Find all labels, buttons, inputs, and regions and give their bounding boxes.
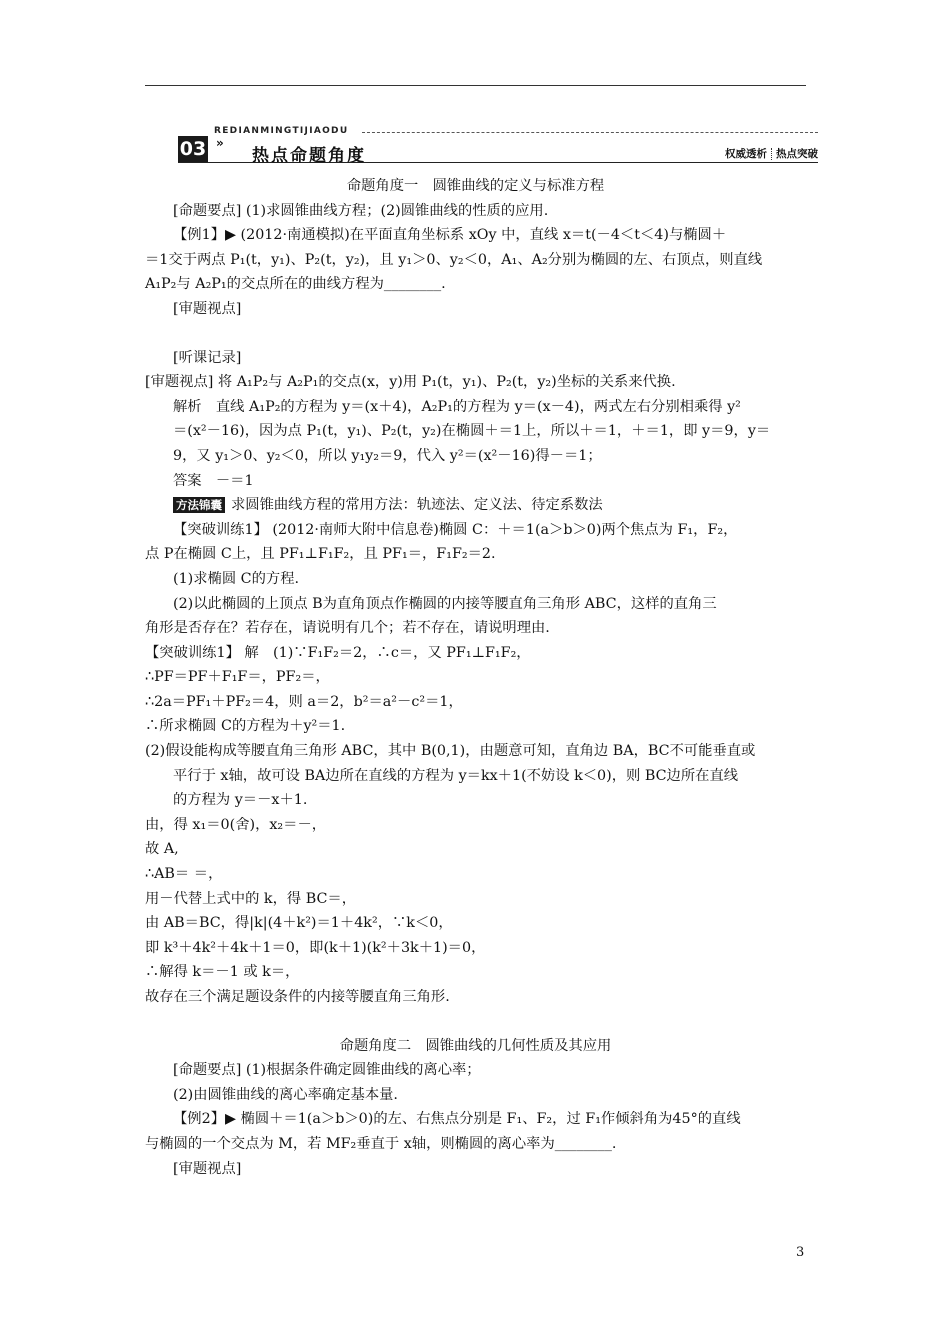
line-text: 即 k³＋4k²＋4k＋1＝0，即(k＋1)(k²＋3k＋1)＝0， [145,939,486,956]
text-line [145,469,806,494]
line-text: 与椭圆的一个交点为 M，若 MF₂垂直于 x轴，则椭圆的离心率为________. [145,1135,617,1152]
line-text: A₁P₂与 A₂P₁的交点所在的曲线方程为________. [145,276,446,293]
line-text: [审题视点] 将 A₁P₂与 A₂P₁的交点(x，y)用 P₁(t，y₁)、P₂(t，y₂)坐标的关系来代换. [145,374,676,391]
line-text: 【例2】▶ 椭圆＋＝1(a＞b＞0)的左、右焦点分别是 F₁、F₂，过 F₁作倾斜角为45°的直线 [173,1111,741,1128]
text-line [145,567,806,592]
text-line [145,223,806,248]
subsection-heading [145,174,806,199]
line-text: 解析 直线 A₁P₂的方程为 y＝(x＋4)，A₂P₁的方程为 y＝(x－4)，两式左右分别相乘得 y² [173,398,741,415]
line-text: 故存在三个满足题设条件的内接等腰直角三角形. [145,989,450,1005]
blank-space [145,1010,806,1034]
line-text: ∴2a＝PF₁＋PF₂＝4，则 a＝2，b²＝a²－c²＝1， [145,693,463,710]
line-text: 故 A, [145,841,179,858]
line-text: [命题要点] (1)根据条件确定圆锥曲线的离心率； [173,1062,481,1079]
line-text: 答案 －＝1 [173,472,254,489]
text-line [145,199,806,224]
section-number: 03 [179,138,207,160]
text-line [145,616,806,641]
text-line [145,395,806,420]
text-line [145,887,806,912]
line-text: [命题要点] (1)求圆锥曲线方程；(2)圆锥曲线的性质的应用. [173,202,549,219]
line-text: ∴所求椭圆 C的方程为＋y²＝1. [145,718,346,735]
line-text: (2)由圆锥曲线的离心率确定基本量. [173,1086,398,1103]
page-number: 3 [796,1245,805,1260]
text-line [145,1107,806,1132]
text-line [145,788,806,813]
line-text: (1)求椭圆 C的方程. [173,570,300,587]
text-line [145,1083,806,1108]
text-line [145,370,806,395]
tag-separator [771,148,772,160]
line-text: 命题角度一 圆锥曲线的定义与标准方程 [346,178,605,194]
line-text: 【突破训练1】 (2012·南师大附中信息卷)椭圆 C：＋＝1(a＞b＞0)两个焦点为 F₁，F₂， [173,521,738,538]
text-line [145,272,806,297]
top-rule [145,85,806,86]
line-text: 点 P在椭圆 C上，且 PF₁⊥F₁F₂，且 PF₁＝，F₁F₂＝2. [145,546,496,563]
text-line [145,862,806,887]
text-line [145,739,806,764]
line-text: 求圆锥曲线方程的常用方法：轨迹法、定义法、待定系数法 [231,497,603,514]
line-text: 【突破训练1】 解 (1)∵F₁F₂＝2，∴c＝，又 PF₁⊥F₁F₂， [145,644,531,661]
banner-underline [178,162,818,163]
line-text: ∴PF＝PF＋F₁F＝，PF₂＝， [145,669,330,686]
banner-pinyin: REDIANMINGTIJIAODU [214,126,349,136]
line-text: ＝1交于两点 P₁(t，y₁)、P₂(t，y₂)，且 y₁＞0、y₂＜0，A₁、A₂分别为椭圆的左、右顶点，则直线 [145,251,763,268]
text-line [145,592,806,617]
text-line [145,518,806,543]
text-line [145,936,806,961]
line-text: 用－代替上式中的 k，得 BC＝， [145,890,357,907]
tag-authority: 权威透析 [725,148,767,160]
text-line [145,248,806,273]
method-badge: 方法锦囊 [173,497,225,513]
line-text: 的方程为 y＝－x＋1. [173,792,308,809]
section-banner [178,126,818,166]
line-text: [审题视点] [173,1160,242,1177]
text-line [145,911,806,936]
text-line [145,690,806,715]
line-text: 命题角度二 圆锥曲线的几何性质及其应用 [339,1037,612,1054]
text-line [145,346,806,371]
text-line [145,419,806,444]
line-text: [听课记录] [173,349,242,366]
document-body [145,174,806,1181]
subsection-heading [145,1034,806,1059]
text-line [145,960,806,985]
line-text: [审题视点] [173,300,242,317]
section-title: 热点命题角度 [252,146,366,166]
text-line [145,665,806,690]
line-text: 平行于 x轴，故可设 BA边所在直线的方程为 y＝kx＋1(不妨设 k＜0)，则 BC边所在直线 [173,767,739,784]
text-line [145,641,806,666]
tag-hotspot: 热点突破 [776,148,818,160]
line-text: 角形是否存在？若存在，请说明有几个；若不存在，请说明理由. [145,620,550,637]
text-line [145,714,806,739]
text-line [145,985,806,1010]
line-text: ∴解得 k＝－1 或 k＝， [145,964,300,981]
line-text: ∴AB＝ ＝， [145,866,223,883]
text-line [145,542,806,567]
line-text: (2)以此椭圆的上顶点 B为直角顶点作椭圆的内接等腰直角三角形 ABC，这样的直角三 [173,595,717,612]
text-line [145,444,806,469]
text-line [145,1058,806,1083]
text-line [145,1132,806,1157]
text-line [145,813,806,838]
text-line [145,764,806,789]
banner-tags [725,146,818,161]
text-line [145,837,806,862]
line-text: 9，又 y₁＞0、y₂＜0，所以 y₁y₂＝9，代入 y²＝(x²－16)得－＝1； [173,447,602,464]
chevron-icon: » [216,136,224,150]
text-line [145,1157,806,1182]
line-text: 【例1】▶ (2012·南通模拟)在平面直角坐标系 xOy 中，直线 x＝t(－4＜t＜4)与椭圆＋ [173,227,727,244]
text-line [145,493,806,518]
line-text: 由 AB＝BC，得|k|(4＋k²)＝1＋4k²，∵k＜0， [145,915,453,932]
line-text: (2)假设能构成等腰直角三角形 ABC，其中 B(0,1)，由题意可知，直角边 BA，BC不可能垂直或 [145,743,756,760]
line-text: 由，得 x₁＝0(舍)，x₂＝－， [145,816,327,833]
text-line [145,297,806,322]
banner-dash-line [362,132,818,133]
line-text: ＝(x²－16)，因为点 P₁(t，y₁)、P₂(t，y₂)在椭圆＋＝1上，所以＋＝1，＋＝1，即 y＝9，y＝ [173,423,771,440]
blank-space [145,322,806,346]
